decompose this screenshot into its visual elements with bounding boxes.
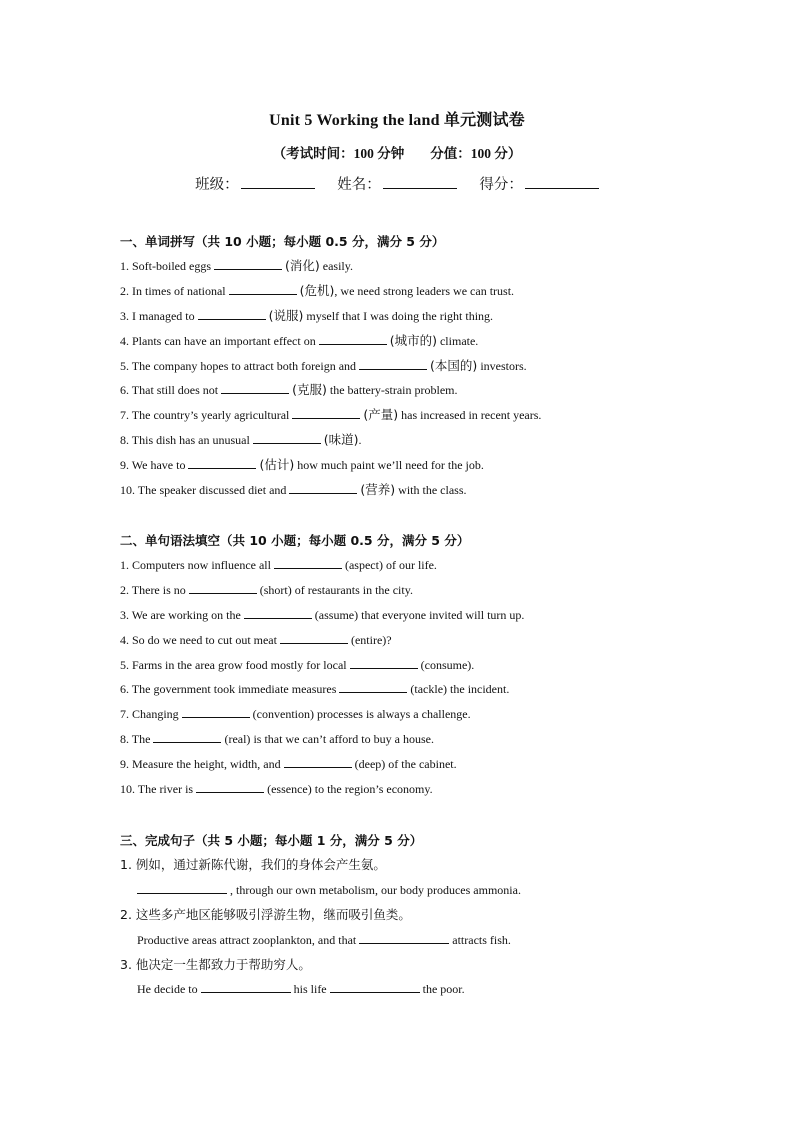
- hint-word: (tackle): [410, 682, 448, 697]
- question-text: 8. This dish has an unusual: [120, 433, 250, 448]
- cn-prompt: 3. 他决定一生都致力于帮助穷人。: [120, 956, 311, 972]
- question-text: is that we can’t afford to buy a house.: [253, 732, 434, 747]
- class-label: 班级：: [195, 177, 239, 193]
- question-text: 10. The river is: [120, 782, 194, 797]
- hint-word: (克服): [292, 382, 327, 398]
- question-text: .: [471, 657, 475, 672]
- hint-word: (消化): [285, 258, 320, 273]
- question-text: 5. Farms in the area grow food mostly for local: [120, 657, 347, 672]
- question-text: of our life.: [385, 558, 437, 572]
- question-text: 9. We have to: [120, 458, 186, 473]
- hint-word: (说服): [268, 307, 304, 323]
- question-text: 3. I managed to: [120, 308, 195, 323]
- question-text: 2. There is no: [120, 582, 186, 597]
- answer-blank[interactable]: [292, 406, 360, 419]
- exam-subtitle: [0, 142, 794, 162]
- answer-blank[interactable]: [319, 332, 387, 345]
- section-heading: 一、单词拼写（共 10 小题；每小题 0.5 分，满分 5 分）: [120, 234, 445, 249]
- question-item: [120, 677, 680, 702]
- answer-blank[interactable]: [274, 556, 342, 569]
- question-text: easily.: [322, 259, 353, 273]
- score-blank[interactable]: [525, 174, 599, 189]
- question-item: [120, 279, 680, 304]
- name-field[interactable]: [337, 173, 457, 194]
- question-item: [120, 727, 680, 752]
- question-item: [120, 603, 680, 628]
- question-text: 1. Soft-boiled eggs: [120, 259, 211, 273]
- question-item: [120, 702, 680, 727]
- hint-word: (危机): [299, 282, 335, 298]
- question-item: [120, 354, 680, 379]
- answer-blank[interactable]: [280, 631, 348, 644]
- question-text: 4. So do we need to cut out meat: [120, 632, 277, 647]
- question-text: climate.: [439, 333, 479, 348]
- hint-word: (assume): [314, 607, 359, 622]
- question-text: 5. The company hopes to attract both foreign and: [120, 358, 357, 373]
- answer-blank[interactable]: [198, 307, 266, 320]
- question-item: [120, 428, 680, 453]
- question-item: [120, 628, 680, 653]
- hint-word: (consume): [420, 657, 472, 672]
- question-text: 9. Measure the height, width, and: [120, 757, 281, 772]
- answer-text: Productive areas attract zooplankton, and that: [137, 932, 357, 947]
- answer-blank[interactable]: [153, 730, 221, 743]
- question-text: 6. The government took immediate measures: [120, 682, 337, 697]
- answer-blank[interactable]: [221, 381, 289, 394]
- name-label: 姓名：: [337, 177, 381, 193]
- question-text: has increased in recent years.: [401, 408, 542, 423]
- question-item: [120, 378, 680, 403]
- hint-word: (城市的): [389, 332, 437, 348]
- hint-word: (entire): [350, 632, 387, 647]
- answer-line: [120, 977, 680, 1002]
- hint-word: (aspect): [344, 558, 383, 572]
- question-text: of restaurants in the city.: [294, 582, 413, 597]
- hint-word: (本国的): [430, 357, 478, 373]
- answer-blank[interactable]: [359, 357, 427, 370]
- question-text: to the region’s economy.: [314, 782, 433, 797]
- question-text: 4. Plants can have an important effect on: [120, 333, 316, 348]
- question-text: 8. The: [120, 732, 151, 747]
- answer-line: [120, 928, 680, 953]
- section-grammar-fill: [120, 528, 680, 802]
- question-item: [120, 254, 680, 279]
- section-heading: 二、单句语法填空（共 10 小题；每小题 0.5 分，满分 5 分）: [120, 533, 470, 548]
- cn-prompt: 2. 这些多产地区能够吸引浮游生物，继而吸引鱼类。: [120, 906, 411, 922]
- hint-word: (convention): [252, 707, 314, 722]
- answer-line: [120, 878, 680, 903]
- question-item: [120, 453, 680, 478]
- question-text: ?: [386, 632, 392, 647]
- score-label: 得分：: [479, 177, 523, 193]
- question-item: [120, 553, 680, 578]
- hint-word: (估计): [259, 457, 295, 473]
- answer-blank[interactable]: [137, 881, 227, 894]
- hint-word: (deep): [354, 757, 386, 772]
- question-text: 7. The country’s yearly agricultural: [120, 408, 290, 423]
- question-text: 6. That still does not: [120, 383, 219, 398]
- hint-word: (产量): [363, 407, 399, 423]
- cn-prompt: 1. 例如，通过新陈代谢，我们的身体会产生氨。: [120, 857, 386, 872]
- answer-blank[interactable]: [253, 431, 321, 444]
- question-text: of the cabinet.: [388, 757, 457, 772]
- class-blank[interactable]: [241, 174, 315, 189]
- name-blank[interactable]: [383, 174, 457, 189]
- answer-blank[interactable]: [229, 282, 297, 295]
- question-text: , we need strong leaders we can trust.: [334, 283, 515, 298]
- answer-blank[interactable]: [244, 606, 312, 619]
- answer-blank[interactable]: [196, 780, 264, 793]
- question-item: [120, 653, 680, 678]
- question-text: 7. Changing: [120, 707, 179, 722]
- answer-blank[interactable]: [350, 656, 418, 669]
- question-text: the incident.: [450, 682, 510, 697]
- answer-blank[interactable]: [188, 456, 256, 469]
- question-item: [120, 403, 680, 428]
- question-text: how much paint we’ll need for the job.: [297, 458, 484, 473]
- question-text: myself that I was doing the right thing.: [306, 308, 494, 323]
- question-text: .: [358, 433, 362, 448]
- question-text: 3. We are working on the: [120, 607, 241, 622]
- answer-text: his life: [293, 982, 327, 997]
- page-title: Unit 5 Working the land 单元测试卷: [269, 112, 525, 129]
- student-info-row: [0, 173, 794, 194]
- answer-text: He decide to: [137, 982, 198, 997]
- answer-blank[interactable]: [214, 257, 282, 270]
- exam-time: （考试时间：100 分钟: [272, 146, 405, 161]
- answer-blank[interactable]: [284, 755, 352, 768]
- answer-blank[interactable]: [339, 680, 407, 693]
- hint-word: (营养): [360, 482, 396, 498]
- question-text: 10. The speaker discussed diet and: [120, 483, 287, 498]
- hint-word: (essence): [267, 782, 312, 797]
- question-text: investors.: [480, 358, 527, 373]
- section-word-spelling: [120, 229, 680, 503]
- answer-text: , through our own metabolism, our body produces ammonia.: [230, 882, 521, 897]
- answer-blank[interactable]: [201, 980, 291, 993]
- question-text: processes is always a challenge.: [316, 707, 471, 722]
- answer-text: the poor.: [422, 982, 465, 997]
- question-text: with the class.: [398, 483, 467, 498]
- exam-total-score: 分值：100 分）: [430, 146, 522, 161]
- score-field[interactable]: [479, 173, 599, 194]
- hint-word: (味道): [323, 432, 359, 448]
- question-text: the battery-strain problem.: [329, 383, 458, 398]
- question-text: 1. Computers now influence all: [120, 558, 271, 572]
- question-item: [120, 478, 680, 503]
- question-item: [120, 329, 680, 354]
- answer-blank[interactable]: [359, 931, 449, 944]
- hint-word: (short): [259, 582, 292, 597]
- question-item: [120, 304, 680, 329]
- answer-blank[interactable]: [330, 980, 420, 993]
- answer-blank[interactable]: [189, 581, 257, 594]
- answer-blank[interactable]: [289, 481, 357, 494]
- class-field[interactable]: [195, 173, 315, 194]
- section-complete-sentences: [120, 828, 680, 1002]
- hint-word: (real): [224, 732, 251, 747]
- question-text: that everyone invited will turn up.: [361, 607, 525, 622]
- question-text: 2. In times of national: [120, 283, 226, 298]
- question-item: [120, 777, 680, 802]
- section-heading: 三、完成句子（共 5 小题；每小题 1 分，满分 5 分）: [120, 833, 423, 848]
- question-item: [120, 578, 680, 603]
- answer-blank[interactable]: [182, 705, 250, 718]
- question-item: [120, 752, 680, 777]
- answer-text: attracts fish.: [452, 932, 511, 947]
